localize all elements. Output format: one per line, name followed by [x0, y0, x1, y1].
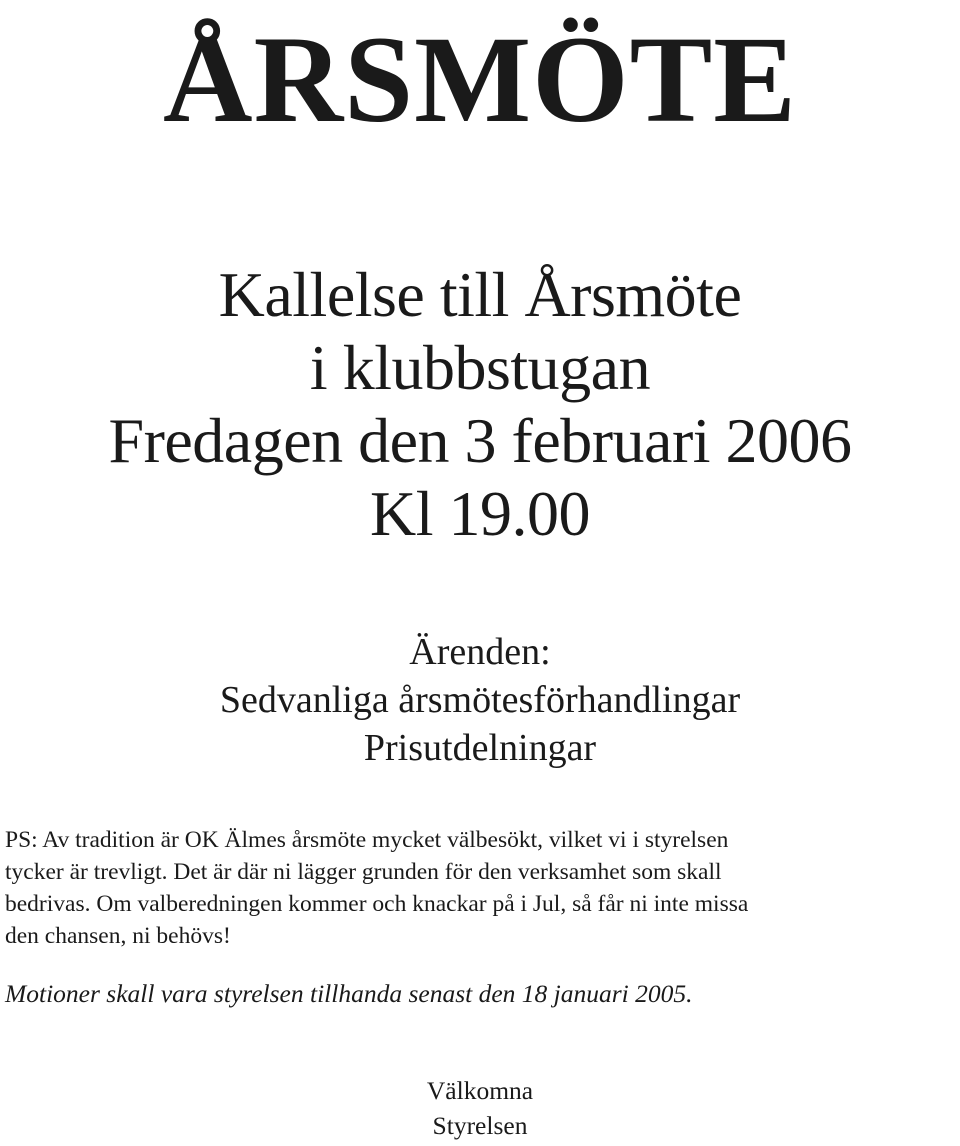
agenda-item: Sedvanliga årsmötesförhandlingar: [219, 679, 741, 721]
agenda-heading: Ärenden:: [409, 631, 551, 673]
ps-line: den chansen, ni behövs!: [5, 923, 231, 949]
ps-line: tycker är trevligt. Det är där ni lägger grunden för den verksamhet som skall: [5, 859, 722, 885]
invitation-line-time: Kl 19.00: [370, 478, 590, 549]
ps-line: PS: Av tradition är OK Älmes årsmöte mycket välbesökt, vilket vi i styrelsen: [5, 827, 729, 853]
ps-line: bedrivas. Om valberedningen kommer och knackar på i Jul, så får ni inte missa: [5, 891, 749, 917]
invitation-line-heading: Kallelse till Årsmöte: [218, 259, 742, 330]
signoff-greeting: Välkomna: [426, 1076, 534, 1105]
signoff-signature: Styrelsen: [432, 1111, 528, 1140]
invitation-line-venue: i klubbstugan: [309, 332, 651, 403]
agenda-item: Prisutdelningar: [363, 727, 597, 769]
motion-deadline-note: Motioner skall vara styrelsen tillhanda senast den 18 januari 2005.: [5, 979, 693, 1008]
invitation-block: [0, 258, 960, 550]
signoff-block: [0, 1073, 960, 1143]
ps-paragraph: [5, 824, 960, 952]
agenda-block: [0, 628, 960, 772]
page-title: ÅRSMÖTE: [163, 11, 797, 148]
invitation-line-date: Fredagen den 3 februari 2006: [108, 405, 852, 476]
